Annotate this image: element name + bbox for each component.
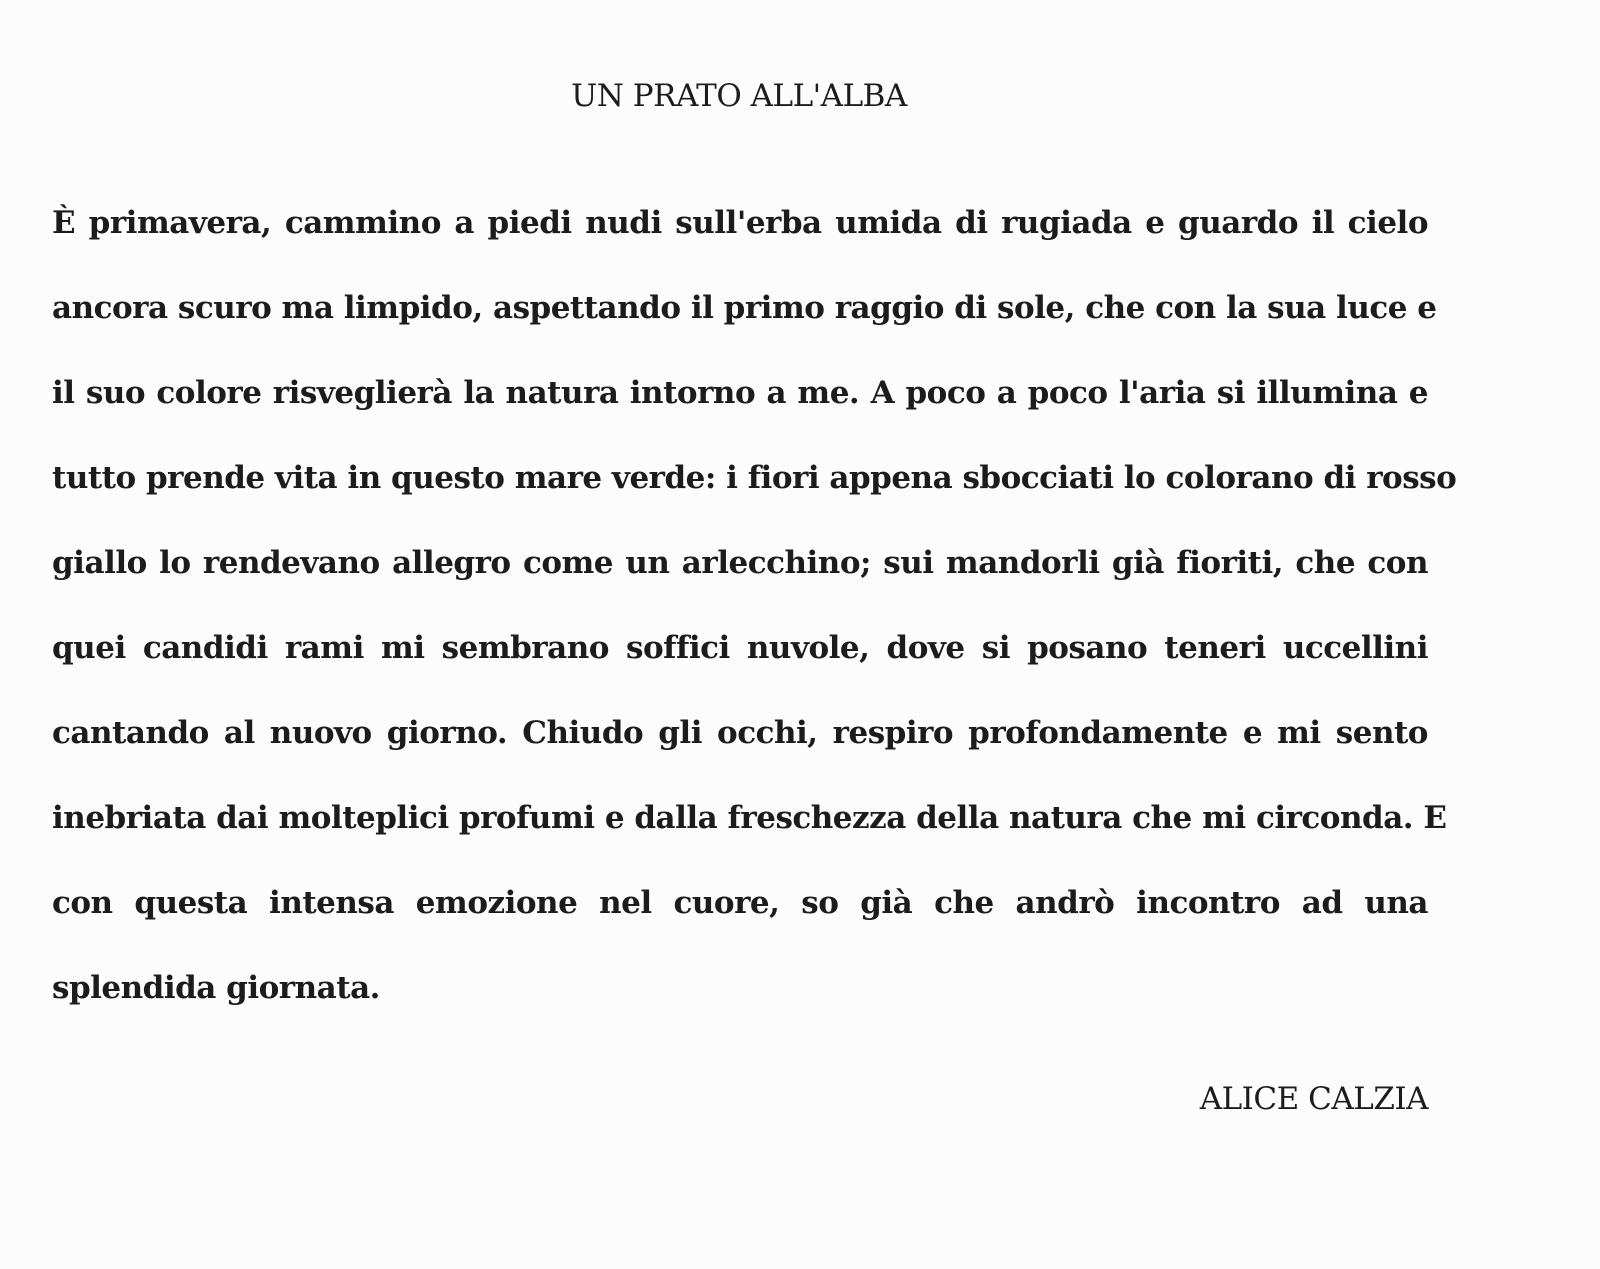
text-line: cantando al nuovo giorno. Chiudo gli occhi, respiro profondamente e mi sento bbox=[52, 715, 1428, 751]
text-line: con questa intensa emozione nel cuore, so già che andrò incontro ad una bbox=[52, 885, 1428, 921]
text-line: ancora scuro ma limpido, aspettando il primo raggio di sole, che con la sua luce e bbox=[52, 290, 1437, 326]
text-line: È primavera, cammino a piedi nudi sull'erba umida di rugiada e guardo il cielo bbox=[52, 205, 1428, 241]
text-line: tutto prende vita in questo mare verde: i fiori appena sbocciati lo colorano di rosso bbox=[52, 460, 1457, 496]
author-signature: ALICE CALZIA bbox=[1199, 1081, 1428, 1117]
body-paragraph bbox=[52, 197, 1457, 1047]
text-line: giallo lo rendevano allegro come un arlecchino; sui mandorli già fioriti, che con bbox=[52, 545, 1428, 581]
text-line-last: splendida giornata. bbox=[52, 970, 380, 1006]
text-line: inebriata dai molteplici profumi e dalla freschezza della natura che mi circonda. E bbox=[52, 800, 1447, 836]
text-line: quei candidi rami mi sembrano soffici nuvole, dove si posano teneri uccellini bbox=[52, 630, 1428, 666]
text-line: il suo colore risveglierà la natura intorno a me. A poco a poco l'aria si illumina e bbox=[52, 375, 1428, 411]
page-title: UN PRATO ALL'ALBA bbox=[571, 78, 907, 114]
